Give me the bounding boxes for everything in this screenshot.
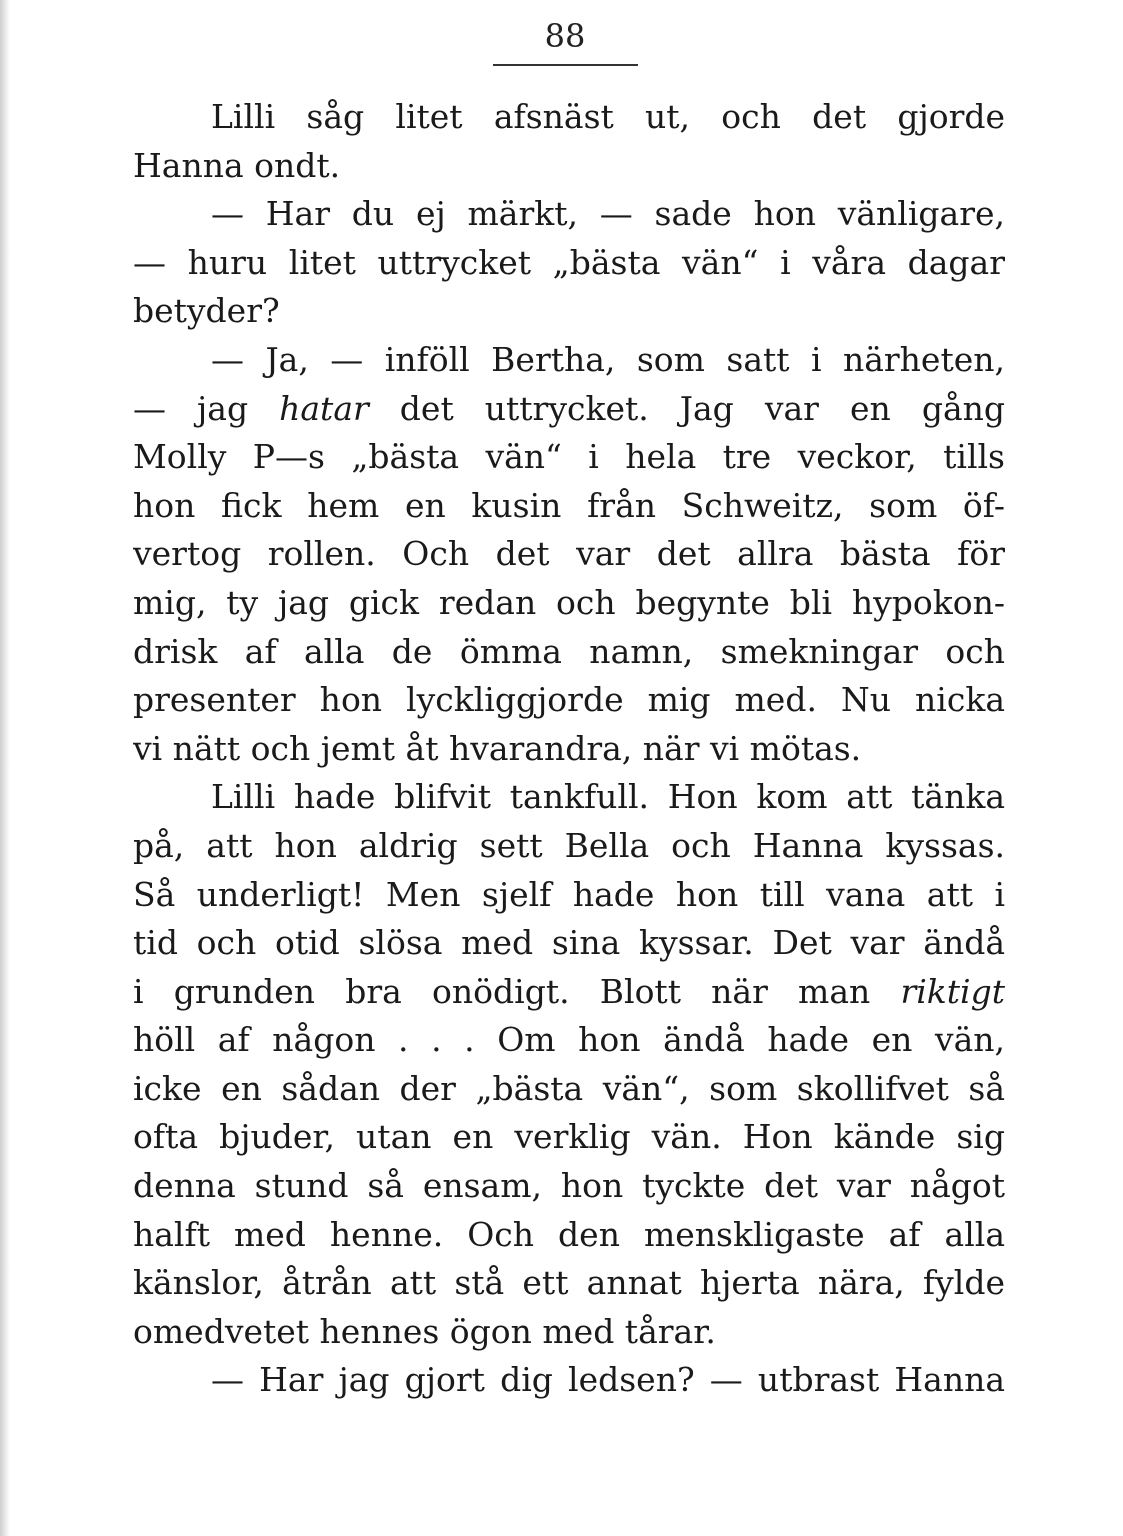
- page-gutter-shadow: [0, 0, 10, 1536]
- text-line: på, att hon aldrig sett Bella och Hanna kyssas.: [133, 825, 1005, 865]
- text-line: ofta bjuder, utan en verklig vän. Hon kände sig: [133, 1117, 1005, 1157]
- header-rule: [493, 64, 638, 66]
- emphasis-riktigt: riktigt: [900, 971, 1005, 1011]
- text-run: i grunden bra onödigt. Blott när man: [133, 971, 901, 1011]
- text-line: tid och otid slösa med sina kyssar. Det var ändå: [133, 923, 1005, 963]
- text-line: halft med henne. Och den menskligaste af alla: [133, 1214, 1005, 1254]
- text-line: [133, 968, 1005, 1017]
- text-line: Lilli såg litet afsnäst ut, och det gjorde: [211, 97, 1005, 136]
- text-line: presenter hon lyckliggjorde mig med. Nu nicka: [133, 680, 1005, 720]
- text-line: — Har jag gjort dig ledsen? — utbrast Hanna: [211, 1360, 1005, 1400]
- text-line: Hanna ondt.: [133, 145, 341, 185]
- text-line: hon fick hem en kusin från Schweitz, som öf-: [133, 485, 1005, 525]
- text-line: icke en sådan der „bästa vän“, som skollifvet så: [133, 1068, 1005, 1108]
- text-line: drisk af alla de ömma namn, smekningar och: [133, 631, 1005, 671]
- text-line: Lilli hade blifvit tankfull. Hon kom att tänka: [211, 777, 1005, 817]
- text-run: — jag: [133, 388, 280, 428]
- emphasis-hatar: hatar: [279, 388, 369, 428]
- page-number: 88: [544, 17, 586, 55]
- text-line: denna stund så ensam, hon tyckte det var något: [133, 1166, 1005, 1206]
- text-line: vertog rollen. Och det var det allra bästa för: [133, 534, 1005, 574]
- text-line: betyder?: [133, 291, 280, 331]
- text-line: Molly P—s „bästa vän“ i hela tre veckor, tills: [133, 437, 1005, 477]
- body-text: [133, 93, 1005, 1405]
- text-run: det uttrycket. Jag var en gång: [368, 388, 1005, 428]
- text-line: känslor, åtrån att stå ett annat hjerta nära, fylde: [133, 1263, 1005, 1303]
- text-line: — Har du ej märkt, — sade hon vänligare,: [211, 194, 1005, 234]
- text-line: Så underligt! Men sjelf hade hon till vana att i: [133, 874, 1005, 914]
- text-line: vi nätt och jemt åt hvarandra, när vi mötas.: [133, 728, 862, 768]
- text-line: mig, ty jag gick redan och begynte bli hypokon-: [133, 582, 1005, 622]
- text-line: [133, 385, 1005, 434]
- text-line: höll af någon . . . Om hon ändå hade en vän,: [133, 1020, 1005, 1060]
- text-line: — Ja, — inföll Bertha, som satt i närheten,: [211, 339, 1005, 379]
- text-line: omedvetet hennes ögon med tårar.: [133, 1311, 716, 1351]
- text-line: — huru litet uttrycket „bästa vän“ i våra dagar: [133, 242, 1005, 282]
